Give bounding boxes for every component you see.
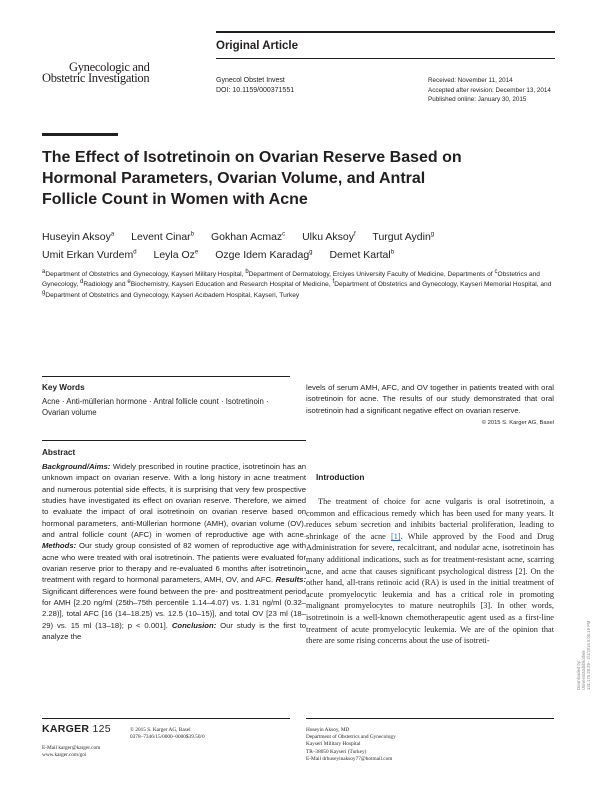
- header-rule-mid: [216, 58, 555, 59]
- keywords-rule: [42, 376, 290, 377]
- author[interactable]: Umit Erkan Vurdem$^d$: [42, 249, 137, 261]
- doi[interactable]: DOI: 10.1159/000371551: [216, 87, 295, 94]
- section-label: Original Article: [216, 40, 299, 52]
- author[interactable]: Gokhan Acmaz$^c$: [210, 231, 286, 243]
- keywords-heading: Key Words: [42, 383, 85, 392]
- citation-link[interactable]: [1]: [390, 531, 401, 541]
- publisher-contact: [42, 745, 100, 759]
- author[interactable]: Ulku Aksoy$^f$: [302, 231, 356, 243]
- author[interactable]: Leyla Oz$^e$: [153, 249, 199, 261]
- publisher-name: KARGER: [42, 723, 90, 735]
- author-list: [42, 228, 562, 264]
- article-dates: [428, 76, 551, 105]
- abstract-continuation: levels of serum AMH, AFC, and OV together in patients treated with oral isotretinoin for acne. The results of our study demonstrated that oral isotretinoin had a significant negative effect on ovarian reserve. © 2015 S. Karger AG, Basel: [306, 382, 554, 429]
- journal-logo: [42, 62, 150, 84]
- correspondence: Huseyin Aksoy, MD Department of Obstetrics and Gynecology Kayseri Military Hospital TR–38050 Kayseri (Turkey) E-Mail drhuseyinaksoy77@hotmail.com: [306, 727, 396, 762]
- publisher-url[interactable]: www.karger.com/goi: [42, 752, 87, 759]
- keywords-text: Acne · Anti-müllerian hormone · Antral follicle count · Isotretinoin · Ovarian volume: [42, 397, 269, 417]
- abstract-heading: Abstract: [42, 448, 76, 457]
- author[interactable]: Huseyin Aksoy$^a$: [42, 231, 115, 243]
- footer-rule-right: [306, 718, 554, 719]
- received-date: Received: November 11, 2014: [428, 77, 513, 84]
- accepted-date: Accepted after revision: December 13, 2014: [428, 86, 551, 94]
- publisher-email[interactable]: E-Mail karger@karger.com: [42, 745, 101, 751]
- author[interactable]: Demet Kartal$^b$: [329, 249, 395, 261]
- title-accent-rule: [42, 133, 118, 136]
- abstract-rule: [42, 440, 306, 441]
- introduction-heading: Introduction: [316, 472, 365, 482]
- affiliations: $^a$Department of Obstetrics and Gynecology, Kayseri Military Hospital, $^b$Department of Dermatology, Erciyes University Faculty of Medicine, Departments of $^c$Obstetrics and Gynecology, $^d$Radiology and $^e$Biochemistry, Kayseri Education and Research Hospital of Medicine, $^f$Department of Obstetrics and Gynecology, Kayseri Memorial Hospital, and $^g$Department of Obstetrics and Gynecology, Kayseri Acıbadem Hospital, Kayseri, Turkey: [42, 268, 552, 299]
- correspondence-email[interactable]: E-Mail drhuseyinaksoy77@hotmail.com: [306, 755, 393, 762]
- author[interactable]: Turgut Aydin$^g$: [372, 231, 435, 243]
- footer-rule-left: [42, 718, 290, 719]
- publication-info: © 2015 S. Karger AG, Basel 0378–7346/15/0000–0000$39.50/0: [130, 727, 205, 741]
- author[interactable]: Ozge Idem Karadag$^g$: [215, 249, 313, 261]
- journal-name: Gynecol Obstet Invest: [216, 77, 285, 84]
- journal-meta: [216, 76, 294, 96]
- journal-logo-line1: Gynecologic and: [69, 60, 150, 74]
- author[interactable]: Levent Cinar$^b$: [131, 231, 195, 243]
- publisher-logo: [42, 723, 111, 735]
- article-title: The Effect of Isotretinoin on Ovarian Reserve Based on Hormonal Parameters, Ovarian Volume, and Antral Follicle Count in Women with Acne: [42, 149, 462, 208]
- publisher-anniversary: 125: [92, 723, 111, 735]
- header-rule-top: [216, 31, 555, 33]
- journal-logo-line2: Obstetric Investigation: [42, 71, 150, 85]
- download-watermark: Downloaded by: Universitätsbibliothek 131.175.28.29 - 2/1/2015 5:06:19 PM: [576, 620, 591, 690]
- abstract-body: Background/Aims: Widely prescribed in routine practice, isotretinoin has an unknown impact on ovarian reserve. With a long history in acne treatment and numerous potential side effects, it is surprising that very few prospective studies have investigated its effect on ovarian reserve. Therefore, we aimed to evaluate the impact of oral isotretinoin on ovarian reserve based on hormonal parameters, anti-Müllerian hormone (AMH), ovarian volume (OV), and antral follicle count (AFC) in women of reproductive age with acne. Methods: Our study group consisted of 82 women of reproductive age with acne who were treated with oral isotretinoin. The patients were evaluated for ovarian reserve prior to therapy and re-evaluated 6 months after isotretinoin treatment with regard to hormonal parameters, AMH, OV, and AFC. Results: Significant differences were found between the pre- and posttreatment period for AMH [2.20 ng/ml (25th–75th percentile 1.14–4.07) vs. 1.31 ng/ml (0.32–2.28)], total AFC [16 (14–18.25) vs. 12.5 (10–15)], and total OV [23 ml (18–29) vs. 15 ml (13–18); p < 0.001]. Conclusion: Our study is the first to analyze the: [42, 462, 307, 642]
- copyright-note: © 2015 S. Karger AG, Basel: [481, 420, 554, 427]
- introduction-body: The treatment of choice for acne vulgaris is oral isotretinoin, a common and efficacious remedy which has been used for many years. It reduces sebum secretion and inhibits bacterial proliferation, leading to shrinkage of the acne [1]. While approved by the Food and Drug Administration for severe, recalcitrant, and nodular acne, isotretinoin has many additional indications, such as for treatment-resistant acne, scarring acne, and acne that causes significant psychological distress [2]. On the other hand, all-trans retinoic acid (RA) is used in the initial treatment of acute promyelocytic leukemia and has a critical role in promoting malignant promyelocytes to mature neutrophils [3]. In other words, isotretinoin is a well-known chemotherapeutic agent used as a first-line treatment of acute promyelocytic leukemia. We are of the opinion that there are some rising concerns about the use of isotreti-: [306, 497, 554, 646]
- published-date: Published online: January 30, 2015: [428, 96, 527, 103]
